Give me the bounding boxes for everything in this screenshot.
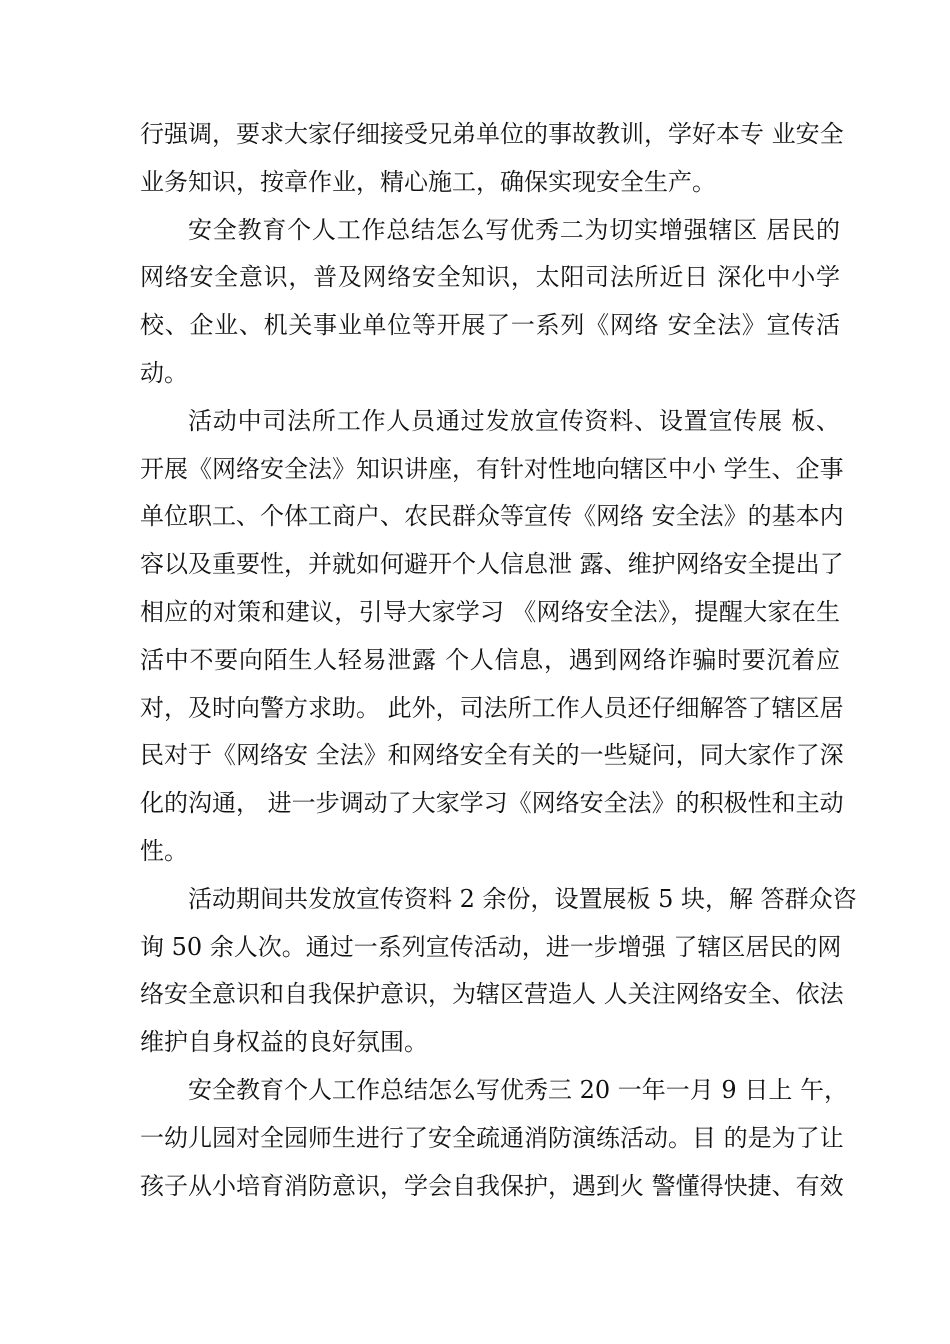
text-line: 孩子从小培育消防意识，学会自我保护，遇到火 警懂得快捷、有效: [140, 1171, 844, 1200]
text-line: 单位职工、个体工商户、农民群众等宣传《网络 安全法》的基本内: [140, 502, 844, 531]
text-line: 安全教育个人工作总结怎么写优秀二为切实增强辖区 居民的: [188, 215, 840, 244]
text-line: 化的沟通， 进一步调动了大家学习《网络安全法》的积极性和主动: [140, 789, 844, 818]
text-line: 活动期间共发放宣传资料 2 余份，设置展板 5 块，解 答群众咨: [188, 884, 857, 913]
text-line: 维护自身权益的良好氛围。: [140, 1028, 428, 1057]
text-line: 民对于《网络安 全法》和网络安全有关的一些疑问，同大家作了深: [140, 741, 844, 770]
text-line: 行强调，要求大家仔细接受兄弟单位的事故教训，学好本专 业安全: [140, 120, 844, 148]
text-line: 询 50 余人次。通过一系列宣传活动，进一步增强 了辖区居民的网: [140, 932, 842, 961]
paragraph: [140, 398, 844, 876]
text-line: 业务知识，按章作业，精心施工，确保实现安全生产。: [140, 167, 716, 196]
text-line: 对，及时向警方求助。 此外，司法所工作人员还仔细解答了辖区居: [140, 693, 844, 722]
paragraph: [140, 207, 840, 398]
paragraph: [140, 111, 844, 207]
text-line: 网络安全意识，普及网络安全知识，太阳司法所近日 深化中小学: [140, 263, 840, 292]
text-line: 络安全意识和自我保护意识，为辖区营造人 人关注网络安全、依法: [140, 980, 844, 1009]
text-line: 活中不要向陌生人轻易泄露 个人信息，遇到网络诈骗时要沉着应: [140, 645, 840, 674]
paragraph: [140, 1067, 848, 1210]
text-line: 动。: [140, 358, 188, 387]
text-line: 安全教育个人工作总结怎么写优秀三 20 一年一月 9 日上 午，: [188, 1075, 848, 1104]
text-line: 校、企业、机关事业单位等开展了一系列《网络 安全法》宣传活: [140, 311, 840, 340]
document-body: [140, 111, 857, 1210]
text-line: 活动中司法所工作人员通过发放宣传资料、设置宣传展 板、: [188, 406, 840, 435]
text-line: 开展《网络安全法》知识讲座，有针对性地向辖区中小 学生、企事: [140, 454, 844, 483]
text-line: 容以及重要性，并就如何避开个人信息泄 露、维护网络安全提出了: [140, 550, 844, 579]
paragraph: [140, 876, 857, 1067]
text-line: 性。: [140, 836, 188, 865]
text-line: 一幼儿园对全园师生进行了安全疏通消防演练活动。目 的是为了让: [140, 1123, 844, 1152]
text-line: 相应的对策和建议，引导大家学习 《网络安全法》，提醒大家在生: [140, 597, 840, 626]
